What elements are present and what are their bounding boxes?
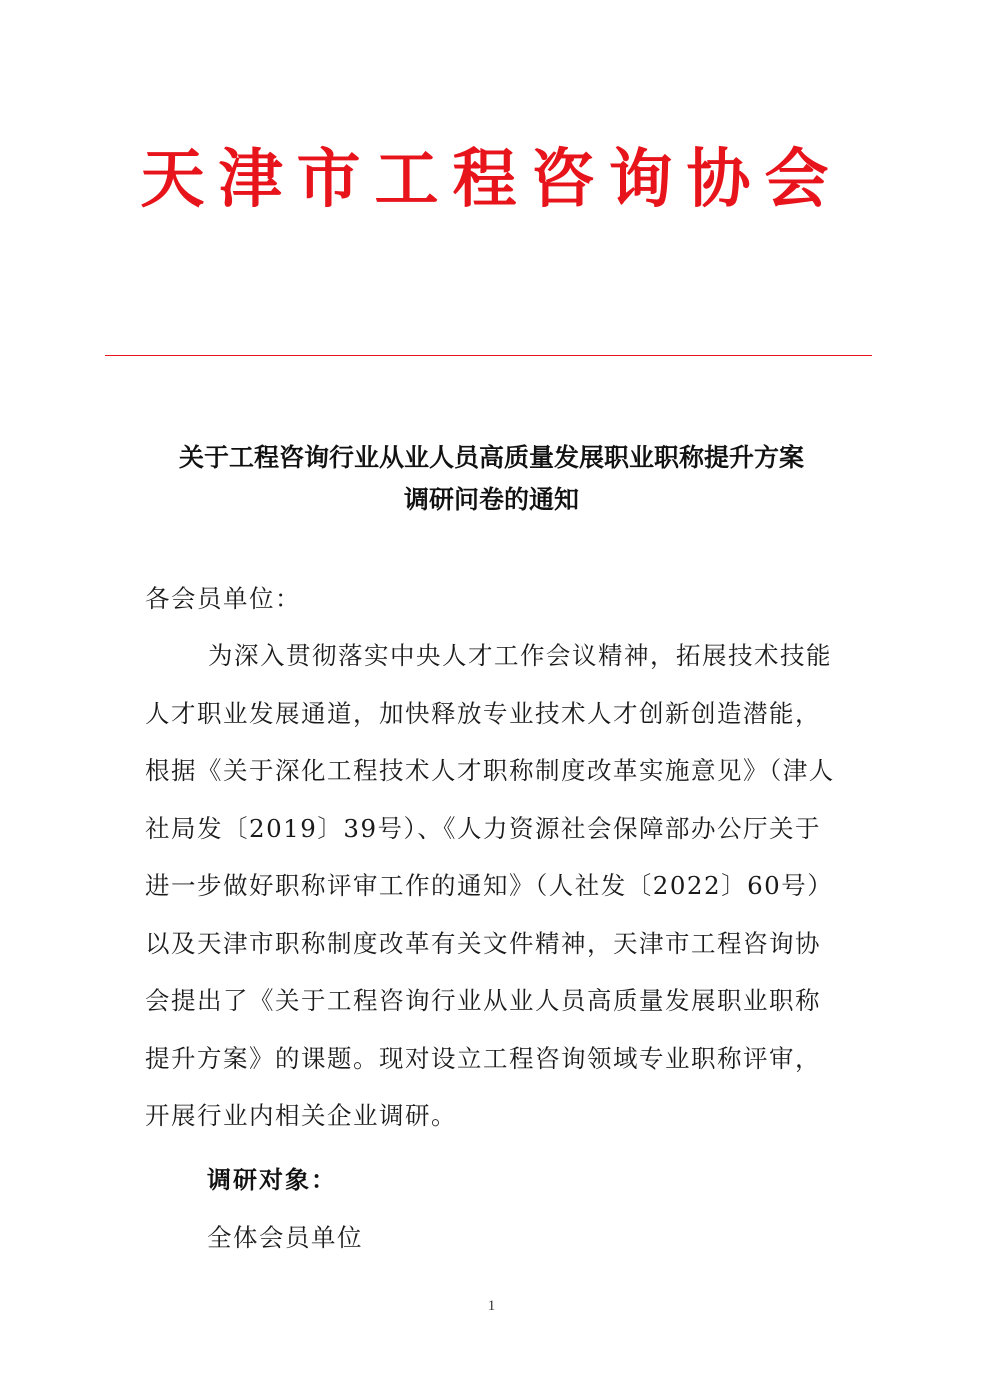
section-body: 全体会员单位 <box>207 1223 363 1252</box>
letterhead-divider <box>105 355 872 356</box>
document-title-line-1: 关于工程咨询行业从业人员高质量发展职业职称提升方案 <box>178 443 804 472</box>
section-heading: 调研对象： <box>207 1166 337 1194</box>
document-title-line-2: 调研问卷的通知 <box>403 485 579 514</box>
page-number: 1 <box>487 1298 496 1314</box>
body-paragraph: 为深入贯彻落实中央人才工作会议精神，拓展技术技能人才职业发展通道，加快释放专业技术人才创新创造潜能，根据《关于深化工程技术人才职称制度改革实施意见》（津人社局发〔2019〕39号）、《人力资源社会保障部办公厅关于进一步做好职称评审工作的通知》（人社发〔2022〕60号）以及天津市职称制度改革有关文件精神，天津市工程咨询协会提出了《关于工程咨询行业从业人员高质量发展职业职称提升方案》的课题。现对设立工程咨询领域专业职称评审，开展行业内相关企业调研。 <box>145 641 835 1130</box>
document-title <box>0 437 983 521</box>
letterhead-org-name: 天津市工程咨询协会 <box>140 142 843 217</box>
salutation: 各会员单位： <box>145 584 301 613</box>
